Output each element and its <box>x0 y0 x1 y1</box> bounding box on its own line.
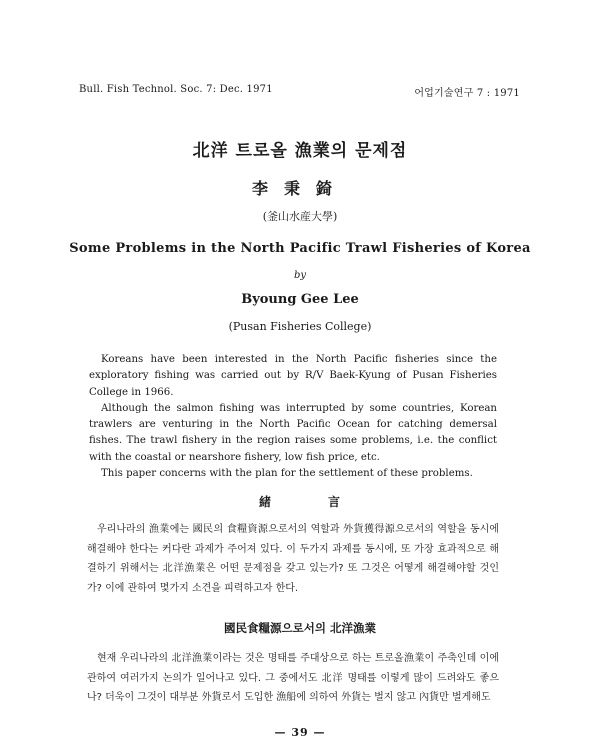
title-english: Some Problems in the North Pacific Trawl Fisheries of Korea <box>69 241 531 256</box>
section-heading-introduction <box>0 493 600 510</box>
section-heading-food-source: 國民食糧源으로서의 北洋漁業 <box>224 621 376 635</box>
abstract-paragraph: Although the salmon fishing was interrupted by some countries, Korean trawlers are venturing in the North Pacific Ocean for catching demersal fishes. The trawl fishery in the region raises some problems, i.e. the conflict with the coastal or nearshore fishery, low fish price, etc. <box>89 402 497 463</box>
journal-citation-kr: 어업기술연구 7 : 1971 <box>414 88 520 99</box>
abstract <box>89 352 497 482</box>
title-korean: 北洋 트로올 漁業의 문제점 <box>192 141 408 161</box>
abstract-paragraph: This paper concerns with the plan for the settlement of these problems. <box>101 468 473 480</box>
affiliation-english: (Pusan Fisheries College) <box>228 320 372 333</box>
author-english: Byoung Gee Lee <box>241 292 359 307</box>
food-source-body <box>87 649 499 708</box>
body-paragraph: 현재 우리나라의 北洋漁業이라는 것은 명태를 주대상으로 하는 트로올漁業이 주축인데 이에 관하여 여러가지 논의가 일어나고 있다. 그 중에서도 北洋 명태를 이렇게 많이 드려와도 좋으나? 더욱이 그것이 대부분 外貨로서 도입한 漁船에 의하여 外貨는 벌지 않고 內貨만 벌게해도 <box>87 653 499 704</box>
page-number: — 39 — <box>274 726 326 739</box>
author-korean: 李秉錡 <box>251 179 348 198</box>
section-heading-char: 緒 <box>258 495 272 509</box>
body-paragraph: 우리나라의 漁業에는 國民의 食糧資源으로서의 역할과 外貨獲得源으로서의 역할을 동시에 해결해야 한다는 커다란 과제가 주어져 있다. 이 두가지 과제를 동시에, 또 가장 효과적으로 해결하기 위해서는 北洋漁業은 어떤 문제점을 갖고 있는가? 또 그것은 어떻게 해결해야할 것인가? 이에 관하여 몇가지 소견을 피력하고자 한다. <box>87 524 499 594</box>
section-heading-char: 言 <box>328 495 342 509</box>
affiliation-korean: (釜山水産大學) <box>262 210 338 223</box>
introduction-body <box>87 520 499 598</box>
abstract-paragraph: Koreans have been interested in the North Pacific fisheries since the exploratory fishing was carried out by R/V Baek-Kyung of Pusan Fisheries College in 1966. <box>89 354 497 398</box>
by-line: by <box>293 270 307 281</box>
journal-citation-en: Bull. Fish Technol. Soc. 7: Dec. 1971 <box>79 84 273 95</box>
